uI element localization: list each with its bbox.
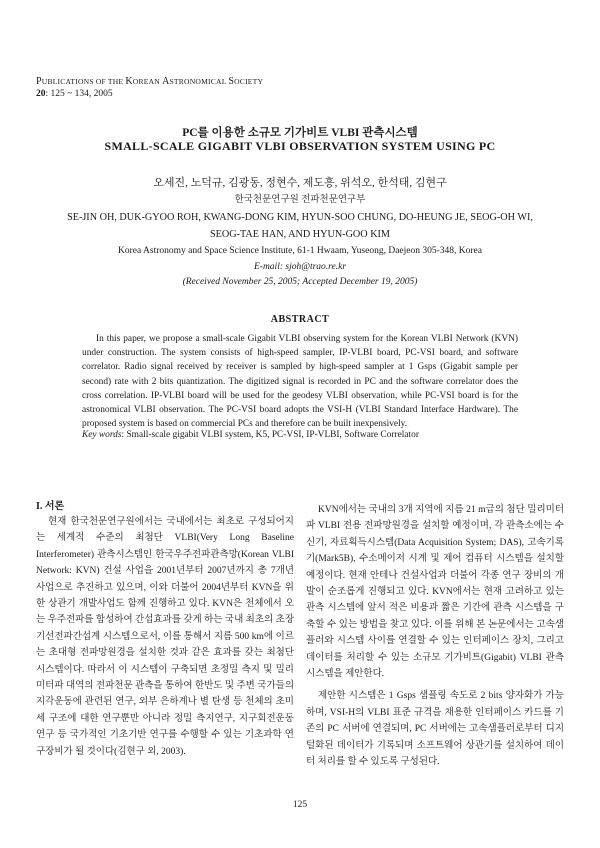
- title-korean: PC를 이용한 소규모 기가비트 VLBI 관측시스템: [182, 127, 418, 139]
- authors-korean: 오세진, 노덕규, 김광동, 정현수, 제도흥, 위석오, 한석태, 김현구: [153, 177, 447, 189]
- right-paragraph-1: KVN에서는 국내의 3개 지역에 지름 21 m급의 첨단 밀리미터파 VLBI 전용 전파망원경을 설치할 예정이며, 각 관측소에는 수신기, 자료획득시스템(Data Acquisition System; DAS), 고속기록기(Mark5B), 수소메이저 시계 및 제어 컴퓨터 시스템을 설치할 예정이다. 현재 안테나 건설사업과 더불어 각종 연구 장비의 개발이 순조롭게 진행되고 있다. KVN에서는 현재 고려하고 있는 관측 시스템에 앞서 적은 비용과 짧은 기간에 관측 시스템을 구축할 수 있는 방법을 찾고 있다. 이를 위해 본 논문에서는 고속샘플러와 시스템 사이를 연결할 수 있는 인터페이스 장치, 그리고 데이터를 처리할 수 있는 소규모 기가비트(Gigabit) VLBI 관측 시스템을 제안한다.: [306, 505, 564, 680]
- journal-name-part: S: [228, 76, 235, 87]
- author-email: E-mail: sjoh@trao.re.kr: [253, 262, 347, 272]
- journal-name-part: OCIETY: [234, 77, 264, 86]
- page-number: 125: [292, 800, 308, 810]
- journal-volume-line: [36, 89, 113, 99]
- journal-name-part: K: [125, 76, 133, 87]
- authors-english-line1: SE-JIN OH, DUK-GYOO ROH, KWANG-DONG KIM, HYUN-SOO CHUNG, DO-HEUNG JE, SEOG-OH WI,: [67, 212, 533, 223]
- abstract-heading: ABSTRACT: [270, 314, 330, 325]
- authors-english: [0, 209, 600, 243]
- keywords-text: : Small-scale gigabit VLBI system, K5, PC-VSI, IP-VLBI, Software Correlator: [121, 430, 419, 440]
- right-paragraph-2: 제안한 시스템은 1 Gsps 샘플링 속도로 2 bits 양자화가 가능하며, VSI-H의 VLBI 표준 규격을 채용한 인터페이스 카드를 기존의 PC 서버에 연결되며, PC 서버에는 고속샘플러로부터 디지털화된 데이터가 기록되며 소프트웨어 상관기를 설치하여 데이터 처리를 할 수 있도록 구성된다.: [306, 691, 564, 768]
- pages-year: : 125 ~ 134, 2005: [45, 89, 113, 99]
- journal-name-part: STRONOMICAL: [169, 77, 229, 86]
- journal-name-part: UBLICATIONS OF THE: [41, 77, 126, 86]
- volume-number: 20: [36, 89, 46, 99]
- authors-english-line2: SEOG-TAE HAN, AND HYUN-GOO KIM: [210, 229, 390, 240]
- keywords: [82, 430, 532, 440]
- right-column: [306, 502, 564, 771]
- left-column: [36, 498, 294, 760]
- keywords-label: Key words: [82, 430, 122, 440]
- affiliation-english: Korea Astronomy and Space Science Institute, 61-1 Hwaam, Yuseong, Daejeon 305-348, Korea: [118, 246, 482, 256]
- section-heading-introduction: I. 서론: [36, 501, 65, 512]
- left-paragraph: 현재 한국천문연구원에서는 국내에서는 최초로 구성되어지는 세계적 수준의 최첨단 VLBI(Very Long Baseline Interferometer) 관측시스템인 한국우주전파관측망(Korean VLBI Network: KVN) 건설 사업을 2001년부터 2007년까지 총 7개년 사업으로 추진하고 있으며, 이와 더불어 2004년부터 KVN을 위한 상관기 개발사업도 함께 진행하고 있다. KVN은 천체에서 오는 우주전파를 합성하여 간섭효과를 갖게 하는 국내 최초의 초장기선전파간섭계 시스템으로서, 이를 통해서 지름 500 km에 이르는 초대형 전파망원경을 설치한 것과 같은 효과를 갖는 최첨단 시스템이다. 따라서 이 시스템이 구축되면 초정밀 측지 및 밀리미터파 대역의 전파천문 관측을 통하여 한반도 및 주변 국가들의 지각운동에 관련된 연구, 외부 은하계나 별 탄생 등 천체의 초미세 구조에 대한 연구뿐만 아니라 정밀 측지연구, 지구회전운동 연구 등 국가적인 기초기반 연구를 수행할 수 있는 기초과학 연구장비가 될 것이다(김현구 외, 2003).: [36, 517, 294, 757]
- journal-name-part: OREAN: [132, 77, 163, 86]
- affiliation-korean: 한국천문연구원 전파천문연구부: [234, 195, 366, 205]
- journal-name-part: P: [36, 76, 42, 87]
- journal-name: [36, 76, 263, 87]
- title-english: SMALL-SCALE GIGABIT VLBI OBSERVATION SYSTEM USING PC: [104, 139, 496, 153]
- abstract-text: In this paper, we propose a small-scale Gigabit VLBI observing system for the Korean VLBI Network (KVN) under construction. The system consists of high-speed sampler, IP-VLBI board, PC-VSI board, and software correlator. Radio signal received by receiver is sampled by high-speed sampler at 1 Gsps (Gigabit sample per second) rate with 2 bits quantization. The digitized signal is recorded in PC and the software correlator does the cross correlation. IP-VLBI board will be used for the geodesy VLBI observation, while PC-VSI board is for the astronomical VLBI observation. The PC-VSI board adopts the VSI-H (VLBI Standard Interface Hardware). The proposed system is based on commercial PCs and therefore can be built inexpensively.: [82, 334, 518, 430]
- received-dates: (Received November 25, 2005; Accepted December 19, 2005): [182, 277, 418, 287]
- journal-name-part: A: [162, 76, 170, 87]
